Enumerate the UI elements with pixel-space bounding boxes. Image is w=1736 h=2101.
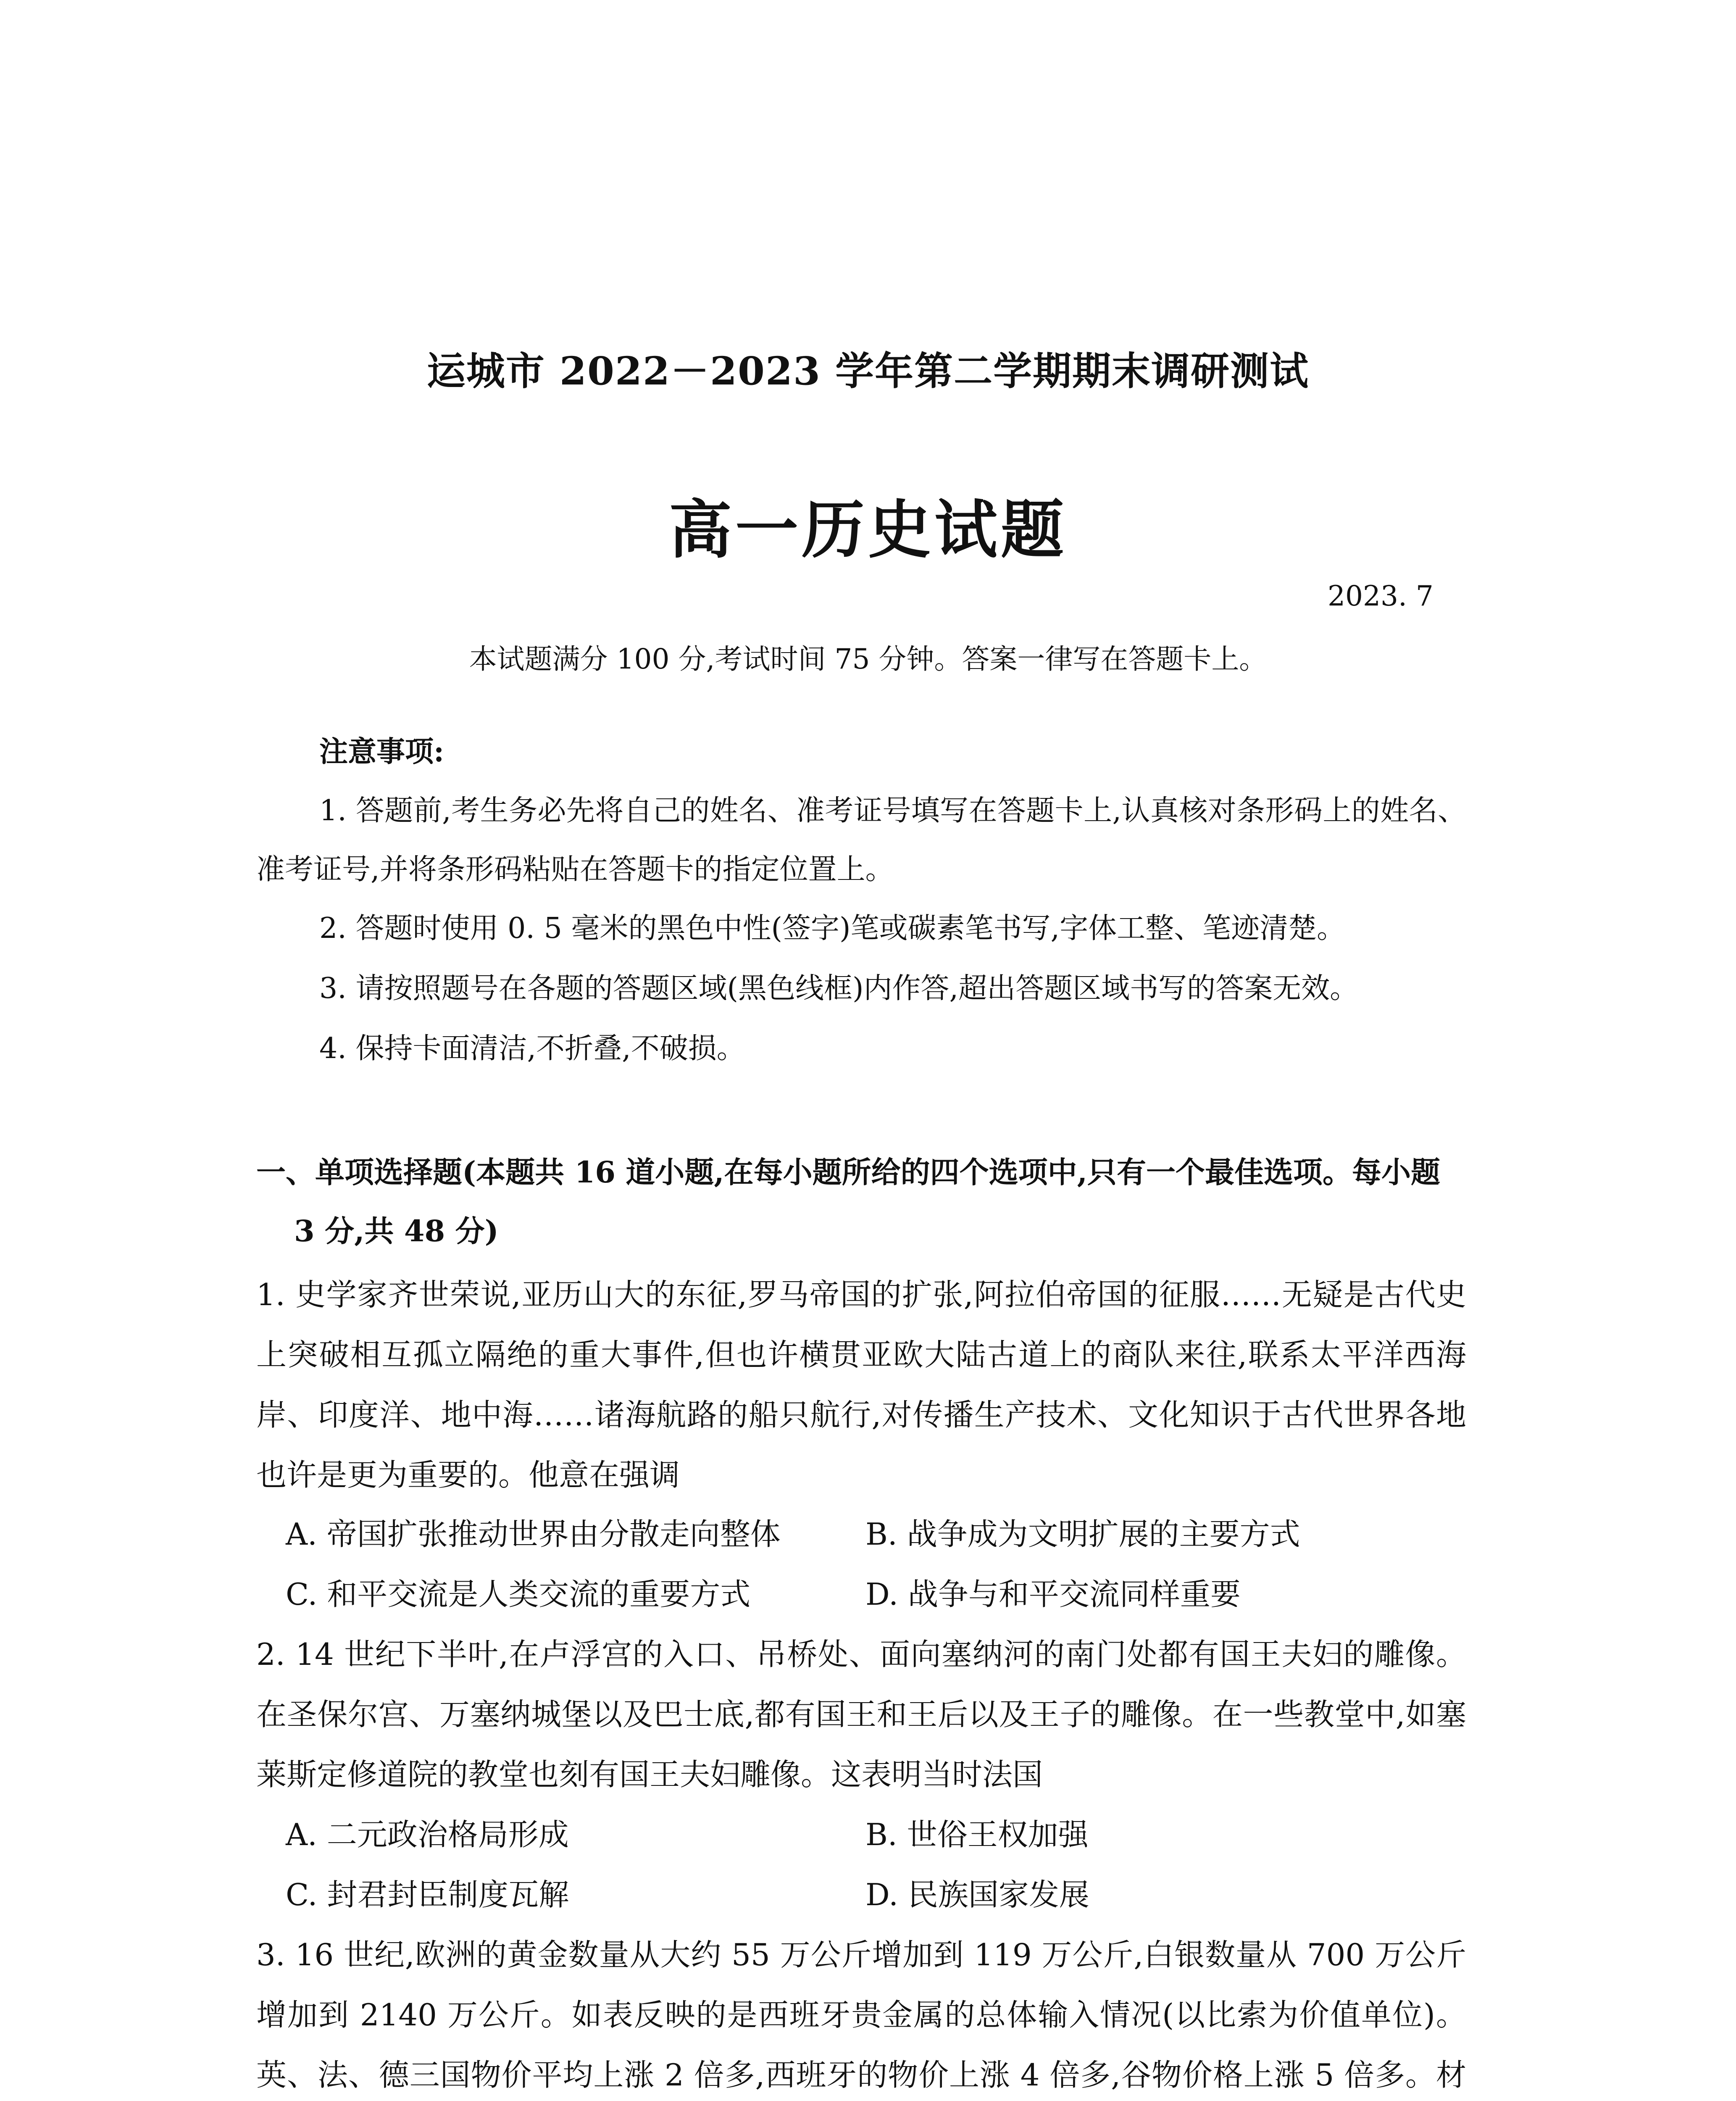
- question-3-stem: 3. 16 世纪,欧洲的黄金数量从大约 55 万公斤增加到 119 万公斤,白银数量从 700 万公斤增加到 2140 万公斤。如表反映的是西班牙贵金属的总体输入情况(以比索为价值单位)。英、法、德三国物价平均上涨 2 倍多,西班牙的物价上涨 4 倍多,谷物价格上涨 5 倍多。材: [256, 1937, 1466, 2093]
- question-1-options: [286, 1504, 1546, 1624]
- q1-option-d: D. 战争与和平交流同样重要: [865, 1577, 1241, 1612]
- exam-date: 2023. 7: [1328, 580, 1434, 612]
- question-1-stem: 1. 史学家齐世荣说,亚历山大的东征,罗马帝国的扩张,阿拉伯帝国的征服……无疑是古代史上突破相互孤立隔绝的重大事件,但也许横贯亚欧大陆古道上的商队来往,联系太平洋西海岸、印度洋、地中海……诸海航路的船只航行,对传播生产技术、文化知识于古代世界各地也许是更为重要的。他意在强调: [256, 1277, 1466, 1493]
- notice-item-3: 3. 请按照题号在各题的答题区域(黑色线框)内作答,超出答题区域书写的答案无效。: [319, 972, 1359, 1005]
- question-2-options: [286, 1805, 1546, 1925]
- notice-heading: 注意事项:: [319, 735, 445, 769]
- q1-option-b: B. 战争成为文明扩展的主要方式: [865, 1517, 1300, 1552]
- q2-option-c: C. 封君封臣制度瓦解: [286, 1877, 569, 1912]
- exam-title: 运城市 2022－2023 学年第二学期期末调研测试: [426, 348, 1310, 394]
- q2-option-b: B. 世俗王权加强: [865, 1817, 1089, 1852]
- question-2-stem: 2. 14 世纪下半叶,在卢浮宫的入口、吊桥处、面向塞纳河的南门处都有国王夫妇的雕像。在圣保尔宫、万塞纳城堡以及巴士底,都有国王和王后以及王子的雕像。在一些教堂中,如塞莱斯定修道院的教堂也刻有国王夫妇雕像。这表明当时法国: [256, 1637, 1466, 1792]
- section-heading: 一、单项选择题(本题共 16 道小题,在每小题所给的四个选项中,只有一个最佳选项。每小题: [256, 1155, 1441, 1190]
- subject-title: 高一历史试题: [668, 493, 1067, 567]
- exam-info: 本试题满分 100 分,考试时间 75 分钟。答案一律写在答题卡上。: [469, 643, 1267, 675]
- q2-option-a: A. 二元政治格局形成: [286, 1817, 569, 1852]
- q1-option-a: A. 帝国扩张推动世界由分散走向整体: [286, 1517, 781, 1552]
- notice-item-2: 2. 答题时使用 0. 5 毫米的黑色中性(签字)笔或碳素笔书写,字体工整、笔迹清楚。: [319, 912, 1346, 945]
- q1-option-c: C. 和平交流是人类交流的重要方式: [286, 1577, 751, 1612]
- notice-item-1: 1. 答题前,考生务必先将自己的姓名、准考证号填写在答题卡上,认真核对条形码上的姓名、准考证号,并将条形码粘贴在答题卡的指定位置上。: [256, 794, 1466, 886]
- section-heading-cont: 3 分,共 48 分): [294, 1214, 499, 1248]
- q2-option-d: D. 民族国家发展: [865, 1877, 1089, 1912]
- notice-item-4: 4. 保持卡面清洁,不折叠,不破损。: [319, 1032, 745, 1065]
